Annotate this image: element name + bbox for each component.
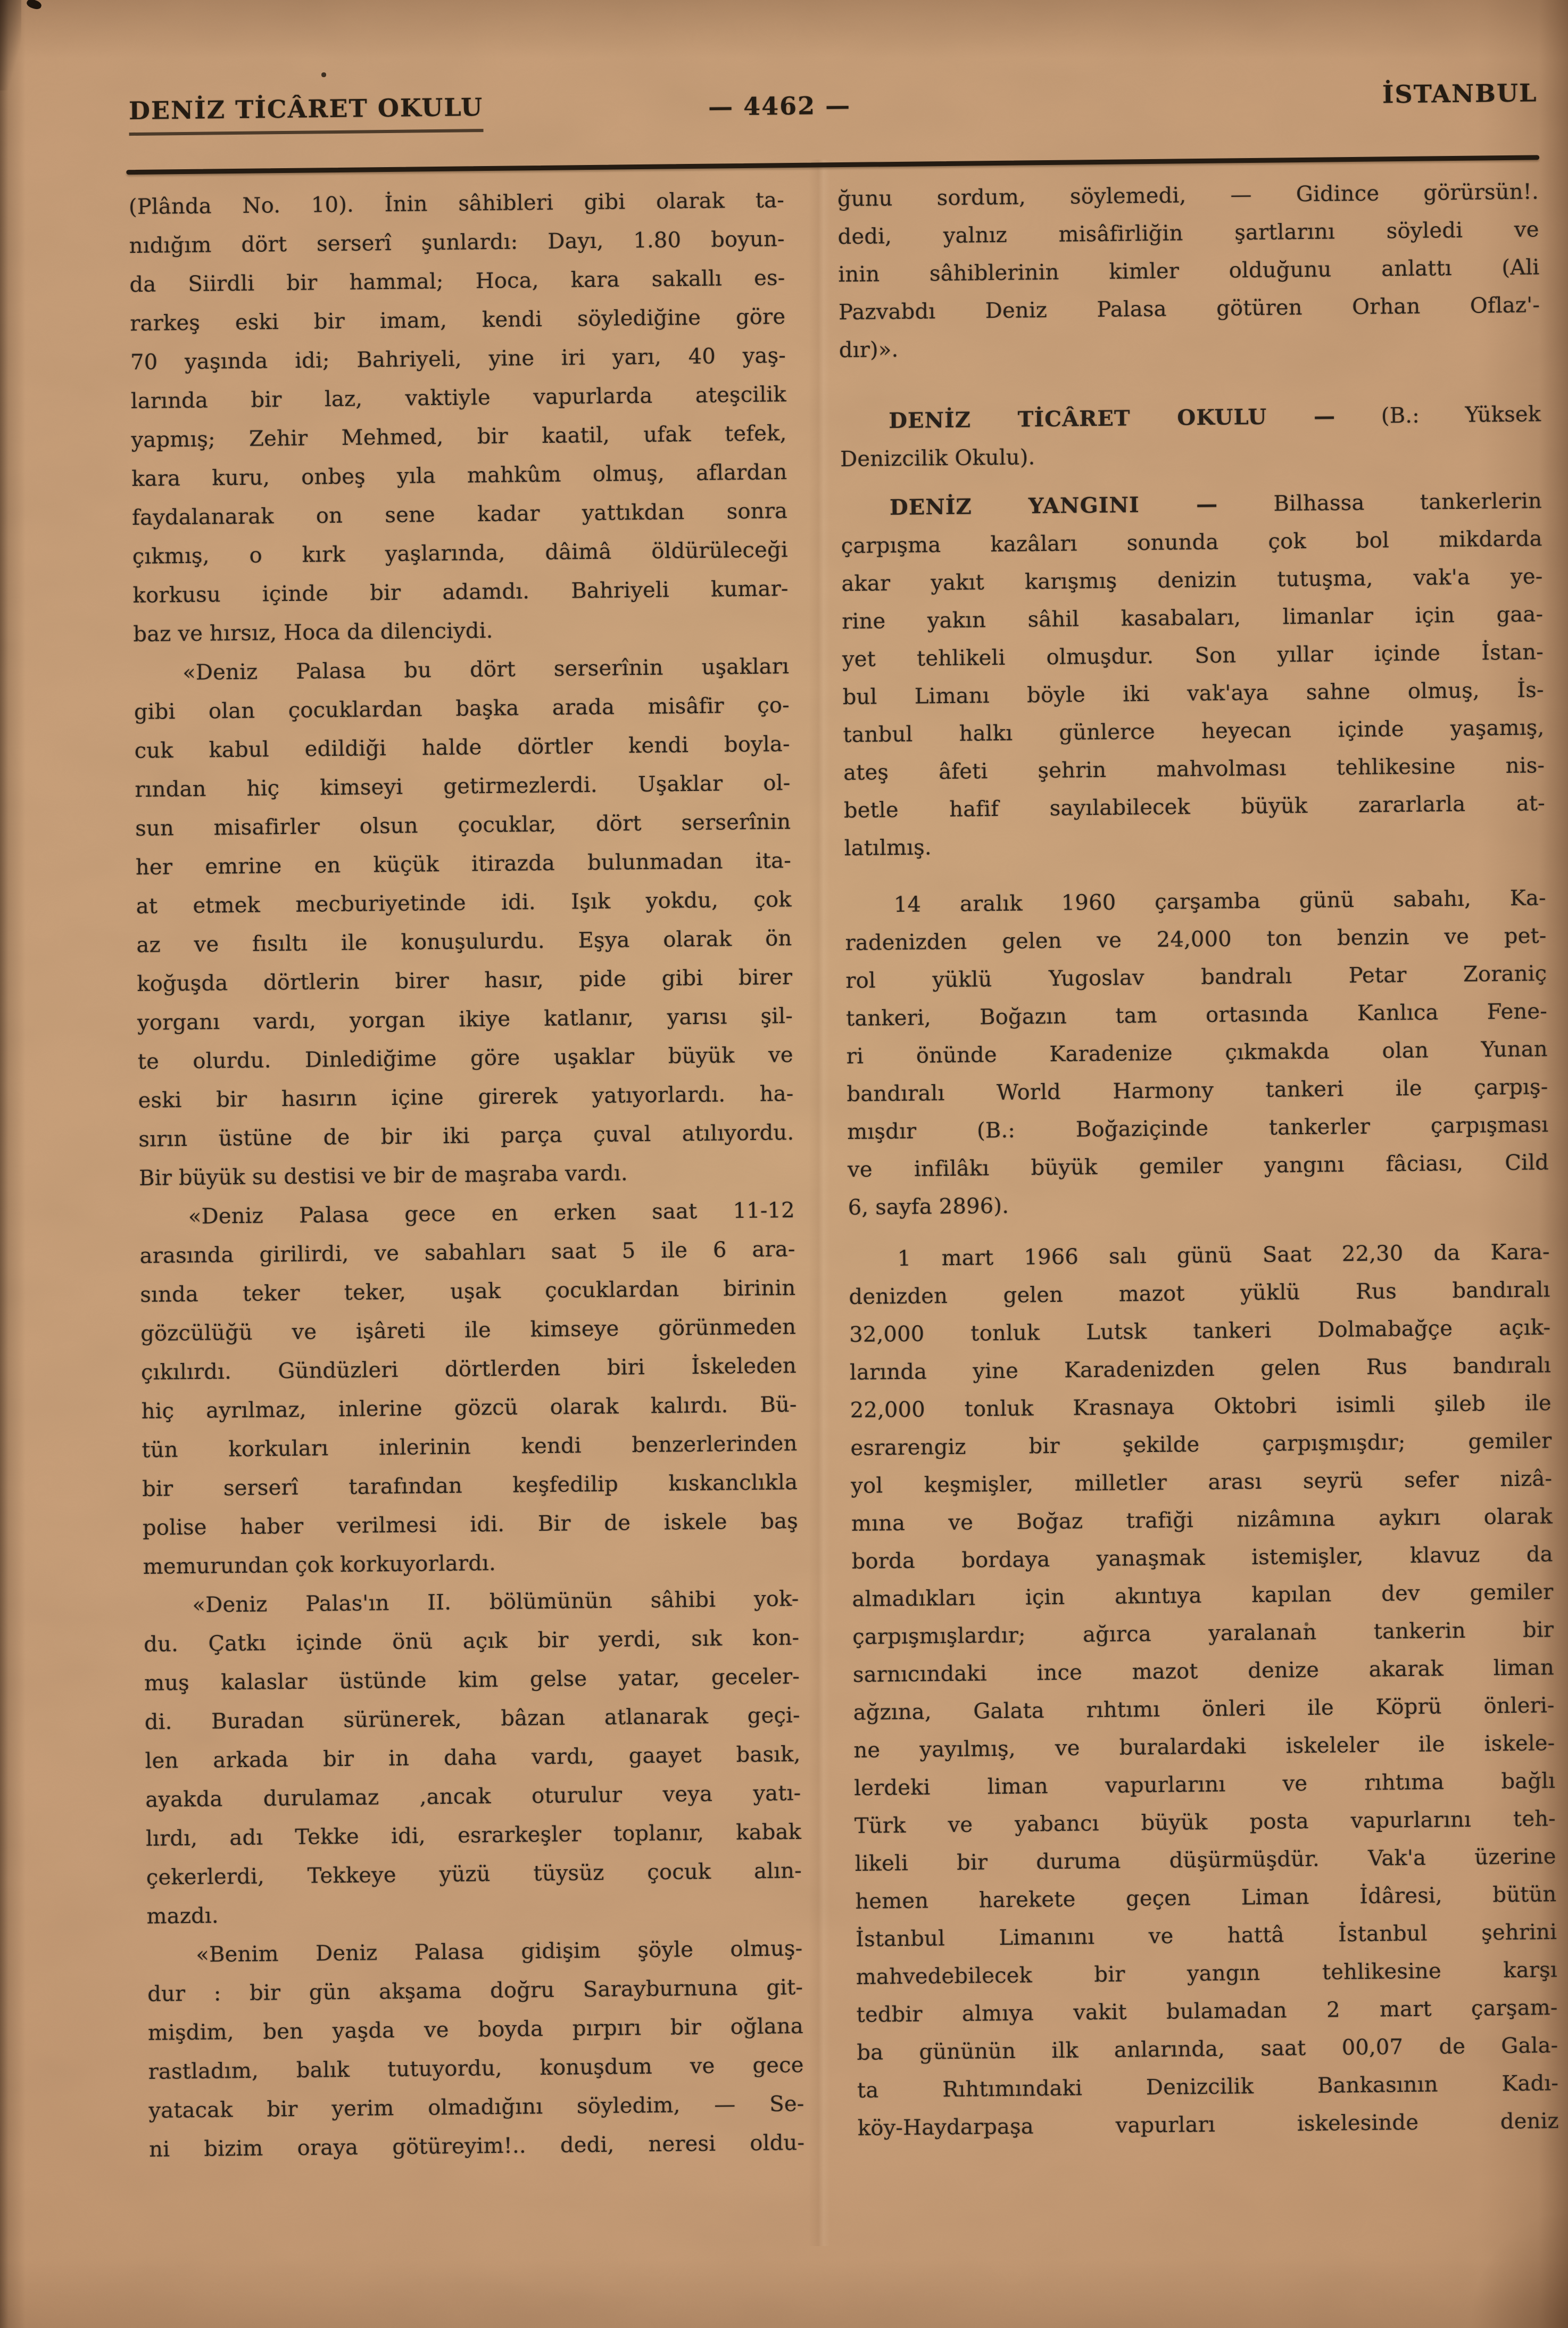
text-line: tün korkuları inlerinin kendi benzerlerinden: [142, 1431, 798, 1463]
text-line: esrarengiz bir şekilde çarpışmışdır; gemiler: [850, 1429, 1552, 1461]
text-line: mına ve Boğaz trafiği nizâmına aykırı olarak: [851, 1504, 1553, 1536]
text-line: dedi, yalnız misâfirliğin şartlarını söyledi ve: [837, 217, 1539, 250]
text-line: sarnıcındaki ince mazot denize akarak liman: [852, 1655, 1555, 1687]
text-line: almadıkları için akıntıya kapılan dev gemiler: [852, 1580, 1554, 1612]
text-line: gözcülüğü ve işâreti ile kimseye görünmeden: [140, 1315, 797, 1346]
text-line: rarkeş eski bir imam, kendi söylediğine göre: [130, 304, 786, 336]
text-line: ri önünde Karadenize çıkmakda olan Yunan: [846, 1037, 1548, 1069]
header-rule: [126, 155, 1539, 175]
text-line: len arkada bir in daha vardı, gaayet basık,: [145, 1742, 801, 1773]
text-line: 22,000 tonluk Krasnaya Oktobri isimli şileb ile: [850, 1391, 1552, 1423]
right-text-column: [837, 173, 1559, 2148]
text-line: ni bizim oraya götüreyim!.. dedi, neresi oldu-: [148, 2130, 805, 2162]
text-line: larında yine Karadenizden gelen Rus bandıralı: [849, 1353, 1552, 1385]
text-line: du. Çatkı içinde önü açık bir yerdi, sık kon-: [144, 1625, 800, 1657]
text-line: betle hafif sayılabilecek büyük zararlarla at-: [843, 791, 1546, 823]
text-line: eski bir hasırın içine girerek yatıyorlardı. ha-: [138, 1082, 794, 1113]
text-line: «Deniz Palasa bu dört serserînin uşakları: [182, 654, 790, 686]
text-line: mahvedebilecek bir yangın tehlikesine karşı: [856, 1958, 1558, 1989]
text-line: (Plânda No. 10). İnin sâhibleri gibi olarak ta-: [128, 188, 785, 220]
text-line: Bir büyük su destisi ve bir de maşraba vardı.: [138, 1161, 628, 1191]
entry-heading-line: DENİZ YANGINI — Bilhassa tankerlerin: [889, 489, 1542, 521]
text-line: bir serserî tarafından keşfedilip kıskanclıkla: [142, 1470, 798, 1501]
text-line: yorganı vardı, yorgan ikiye katlanır, yarısı şil-: [137, 1004, 793, 1035]
text-line: sun misafirler olsun çocuklar, dört serserînin: [135, 810, 791, 841]
text-line: yol keşmişler, milletler arası seyrü sefer nizâ-: [851, 1466, 1553, 1498]
text-line: hiç ayrılmaz, inlerine gözcü olarak kalırdı. Bü-: [141, 1392, 797, 1424]
text-line: dır)».: [839, 337, 899, 363]
text-line: nıdığım dört serserî şunlardı: Dayı, 1.80 boyun-: [129, 227, 785, 259]
text-line: İstanbul Limanını ve hattâ İstanbul şehrini: [855, 1920, 1557, 1952]
text-line: ta Rıhtımındaki Denizcilik Bankasının Kadı-: [857, 2071, 1559, 2103]
text-line: di. Buradan sürünerek, bâzan atlanarak geçi-: [144, 1703, 801, 1735]
text-line: Denizcilik Okulu).: [840, 445, 1035, 472]
left-text-column: [129, 181, 805, 2169]
text-line: dur : bir gün akşama doğru Sarayburnuna git-: [147, 1975, 803, 2007]
text-line: polise haber verilmesi idi. Bir de iskele baş: [142, 1509, 799, 1540]
text-line: 1 mart 1966 salı günü Saat 22,30 da Kara-: [897, 1240, 1550, 1272]
text-line: ağzına, Galata rıhtımı önleri ile Köprü önleri-: [853, 1693, 1555, 1725]
text-line: hemen harekete geçen Liman İdâresi, bütün: [855, 1882, 1557, 1914]
text-line: likeli bir duruma düşürmüşdür. Vak'a üzerine: [854, 1844, 1556, 1876]
text-line: ve infilâkı büyük gemiler yangını fâciası, Cild: [847, 1150, 1549, 1183]
text-line: rından hiç kimseyi getirmezlerdi. Uşaklar ol-: [135, 771, 791, 803]
running-head-entry-title: DENİZ TİCÂRET OKULU: [129, 93, 484, 136]
text-line: 70 yaşında idi; Bahriyeli, yine iri yarı, 40 yaş-: [130, 343, 786, 375]
entry-heading-line: DENİZ TİCÂRET OKULU — (B.: Yüksek: [889, 402, 1541, 434]
text-line: tankeri, Boğazın tam ortasında Kanlıca Fene-: [845, 999, 1548, 1031]
text-line: akar yakıt karışmış denizin tutuşma, vak'a ye-: [841, 564, 1543, 597]
text-line: larında bir laz, vaktiyle vapurlarda ateşcilik: [130, 382, 787, 414]
text-line: Türk ve yabancı büyük posta vapurlarını teh-: [854, 1806, 1556, 1838]
text-line: az ve fısıltı ile konuşulurdu. Eşya olarak ön: [136, 926, 792, 958]
text-line: koğuşda dörtlerin birer hasır, pide gibi birer: [137, 965, 793, 996]
text-line: ba gününün ilk anlarında, saat 00,07 de Gala-: [857, 2033, 1558, 2065]
text-line: latılmış.: [844, 835, 932, 861]
text-line: rol yüklü Yugoslav bandralı Petar Zoraniç: [845, 961, 1547, 994]
text-line: at etmek mecburiyetinde idi. Işık yokdu, çok: [136, 887, 792, 919]
text-line: rastladım, balık tutuyordu, konuşdum ve gece: [148, 2052, 804, 2084]
text-line: yet tehlikeli olmuşdur. Son yıllar içinde İstan-: [842, 640, 1544, 672]
text-line: tanbul halkı günlerce heyecan içinde yaşamış,: [843, 715, 1545, 748]
text-line: rine yakın sâhil kasabaları, limanlar için gaa-: [842, 602, 1544, 634]
text-line: lerdeki liman vapurlarını ve rıhtıma bağlı: [853, 1769, 1556, 1801]
text-line: mazdı.: [146, 1903, 219, 1929]
text-line: cuk kabul edildiği halde dörtler kendi boyla-: [134, 732, 790, 764]
text-line: yapmış; Zehir Mehmed, bir kaatil, ufak tefek,: [131, 421, 787, 453]
text-line: mişdim, ben yaşda ve boyda pırpırı bir oğlana: [147, 2013, 804, 2045]
text-line: korkusu içinde bir adamdı. Bahriyeli kumar-: [132, 576, 789, 608]
text-line: bul Limanı böyle iki vak'aya sahne olmuş, İs-: [842, 678, 1544, 710]
text-line: mışdır (B.: Boğaziçinde tankerler çarpışması: [847, 1112, 1549, 1145]
text-line: ayakda durulamaz ,ancak oturulur veya yatı-: [145, 1781, 801, 1812]
text-line: çarpışma kazâları sonunda çok bol mikdarda: [841, 526, 1542, 559]
text-line: gibi olan çocuklardan başka arada misâfir ço-: [134, 693, 790, 725]
text-line: yatacak bir yerim olmadığını söyledim, — Se-: [148, 2091, 804, 2123]
text-line: 6, sayfa 2896).: [848, 1193, 1009, 1220]
text-line: «Deniz Palasa gece en erken saat 11-12: [188, 1198, 795, 1229]
text-line: ne yayılmış, ve buralardaki iskeleler ile iskele-: [853, 1731, 1555, 1763]
text-line: çarpışmışlardır; ağırca yaralanan tankerin bir: [852, 1617, 1554, 1649]
text-line: çıkılırdı. Gündüzleri dörtlerden biri İskeleden: [140, 1353, 797, 1385]
text-line: lırdı, adı Tekke idi, esrarkeşler toplanır, kabak: [145, 1820, 802, 1851]
text-line: denizden gelen mazot yüklü Rus bandıralı: [849, 1277, 1550, 1310]
text-line: her emrine en küçük itirazda bulunmadan ita-: [135, 848, 792, 880]
text-line: memurundan çok korkuyorlardı.: [143, 1550, 496, 1579]
text-line: ateş âfeti şehrin mahvolması tehlikesine nis-: [843, 753, 1545, 786]
text-line: ğunu sordum, söylemedi, — Gidince görürsün!.: [837, 179, 1539, 212]
running-head-volume-title: İSTANBUL: [1382, 78, 1538, 109]
entry-heading: DENİZ TİCÂRET OKULU —: [889, 403, 1336, 434]
text-line: çıkmış, o kırk yaşlarında, dâimâ öldürüleceği: [132, 538, 789, 569]
text-line: «Benim Deniz Palasa gidişim şöyle olmuş-: [196, 1936, 803, 1967]
text-line: faydalanarak on sene kadar yattıkdan sonra: [131, 499, 788, 531]
text-line: çekerlerdi, Tekkeye yüzü tüysüz çocuk alın-: [146, 1859, 802, 1890]
text-line: baz ve hırsız, Hoca da dilenciydi.: [133, 618, 493, 647]
text-line: 32,000 tonluk Lutsk tankeri Dolmabağçe açık-: [849, 1315, 1551, 1348]
text-line: 14 aralık 1960 çarşamba günü sabahı, Ka-: [893, 886, 1546, 918]
text-line: arasında girilirdi, ve sabahları saat 5 ile 6 ara-: [139, 1237, 795, 1268]
text-line: kara kuru, onbeş yıla mahkûm olmuş, aflardan: [131, 460, 787, 492]
text-line: sında teker teker, uşak çocuklardan birinin: [140, 1276, 796, 1307]
text-line: sırın üstüne de bir iki parça çuval atılıyordu.: [138, 1120, 794, 1152]
text-line: te olurdu. Dinlediğime göre uşaklar büyük ve: [137, 1043, 794, 1074]
page-number: — 4462 —: [708, 90, 851, 121]
text-line: da Siirdli bir hammal; Hoca, kara sakallı es-: [129, 266, 785, 298]
text-line: «Deniz Palas'ın II. bölümünün sâhibi yok-: [192, 1587, 799, 1617]
text-line: köy-Haydarpaşa vapurları iskelesinde deniz: [857, 2109, 1559, 2141]
text-line: radenizden gelen ve 24,000 ton benzin ve pet-: [845, 923, 1547, 956]
text-line: inin sâhiblerinin kimler olduğunu anlattı (Ali: [838, 255, 1540, 287]
text-line: Pazvabdı Deniz Palasa götüren Orhan Oflaz'-: [838, 293, 1540, 325]
text-line: borda bordaya yanaşmak istemişler, klavuz da: [851, 1542, 1553, 1574]
text-line: bandıralı World Harmony tankeri ile çarpış-: [847, 1075, 1548, 1107]
entry-heading: DENİZ YANGINI —: [889, 491, 1218, 521]
text-line: tedbir almıya vakit bulamadan 2 mart çarşam-: [856, 1995, 1558, 2027]
text-line: muş kalaslar üstünde kim gelse yatar, geceler-: [144, 1664, 800, 1696]
